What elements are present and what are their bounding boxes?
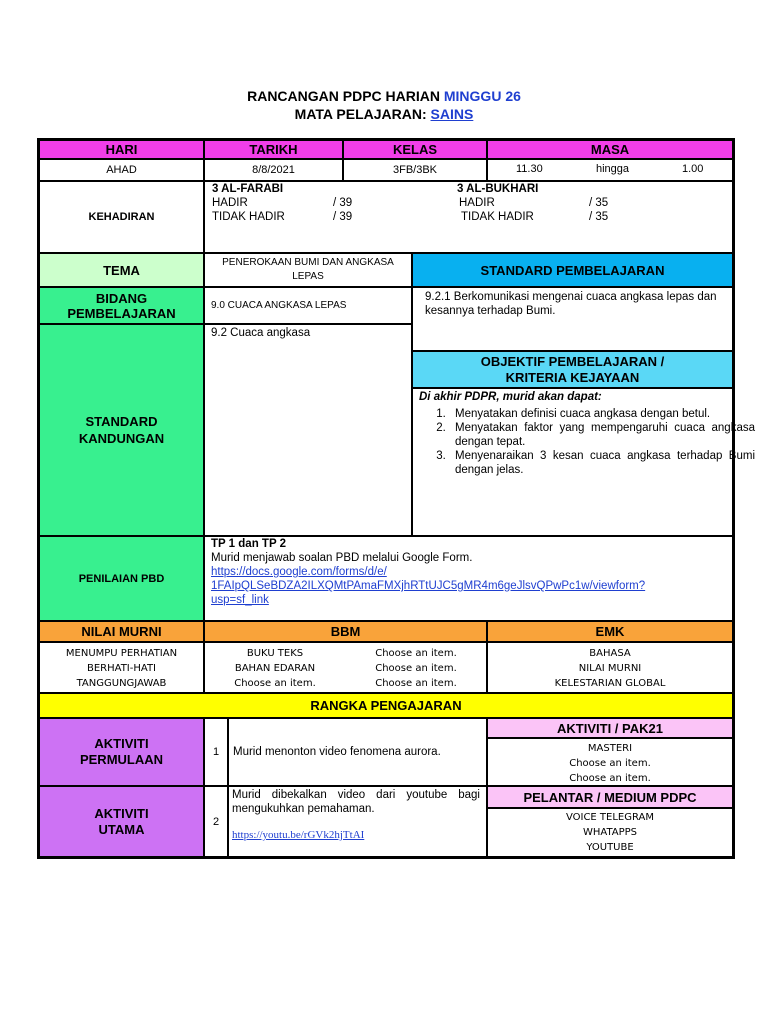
tema-value: PENEROKAAN BUMI DAN ANGKASA LEPAS (204, 253, 412, 287)
subject-label: MATA PELAJARAN: (294, 106, 427, 122)
standard-pembelajaran-value (412, 287, 733, 351)
bbm-item[interactable]: Choose an item. (375, 663, 457, 674)
pak21-item[interactable]: MASTERI (587, 743, 633, 754)
penilaian-content (204, 536, 733, 621)
class2-hadir-total: / 35 (589, 197, 609, 209)
penilaian-link-line1[interactable]: https://docs.google.com/forms/d/e/ (211, 566, 387, 578)
sp-text: 9.2.1 Berkomunikasi mengenai cuaca angkasa lepas dan kesannya terhadap Bumi. (425, 291, 717, 317)
subject-line (0, 106, 768, 122)
permulaan-text: Murid menonton video fenomena aurora. (228, 718, 487, 786)
masa-start: 11.30 (516, 163, 543, 175)
tema-label: TEMA (39, 253, 204, 287)
document-title (0, 88, 768, 104)
aktiviti-pak21-header: AKTIVITI / PAK21 (487, 718, 733, 738)
pak21-item[interactable]: Choose an item. (569, 773, 651, 784)
utama-number: 2 (204, 786, 228, 857)
class2-hadir-label: HADIR (459, 197, 495, 209)
bbm-item[interactable]: BUKU TEKS (246, 648, 304, 659)
bidang-value: 9.0 CUACA ANGKASA LEPAS (204, 287, 412, 324)
permulaan-label: AKTIVITI PERMULAAN (39, 718, 204, 786)
rangka-header: RANGKA PENGAJARAN (39, 693, 733, 718)
class1-tidak-label: TIDAK HADIR (212, 211, 285, 223)
objektif-item: 3. Menyenaraikan 3 kesan cuaca angkasa terhadap Bumi dengan jelas. (449, 449, 755, 477)
penilaian-label: PENILAIAN PBD (39, 536, 204, 621)
nilai-murni-list (39, 642, 204, 693)
nilai-murni-header: NILAI MURNI (39, 621, 204, 642)
masa-separator: hingga (596, 163, 630, 175)
class1-tidak-total: / 39 (333, 211, 353, 223)
class1-name: 3 AL-FARABI (212, 183, 284, 195)
objektif-list (413, 407, 755, 477)
objektif-content (412, 388, 755, 536)
nilai-murni-item: MENUMPU PERHATIAN (65, 648, 178, 659)
penilaian-text: Murid menjawab soalan PBD melalui Google Form. (211, 552, 473, 564)
objektif-item: 2. Menyatakan faktor yang mempengaruhi cuaca angkasa dengan tepat. (449, 421, 755, 449)
bbm-header: BBM (204, 621, 487, 642)
permulaan-number: 1 (204, 718, 228, 786)
youtube-link[interactable]: https://youtu.be/rGVk2hjTtAI (232, 829, 365, 841)
masa-header: MASA (487, 140, 733, 159)
kelas-value: 3FB/3BK (343, 159, 487, 181)
standard-kandungan-label: STANDARD KANDUNGAN (39, 324, 204, 536)
hari-header: HARI (39, 140, 204, 159)
class2-tidak-label: TIDAK HADIR (461, 211, 534, 223)
utama-text: Murid dibekalkan video dari youtube bagi mengukuhkan pemahaman. (232, 789, 480, 815)
kehadiran-label: KEHADIRAN (39, 181, 204, 253)
bbm-item[interactable]: Choose an item. (234, 678, 316, 689)
nilai-murni-item: TANGGUNGJAWAB (76, 678, 167, 689)
pak21-item[interactable]: Choose an item. (569, 758, 651, 769)
masa-end: 1.00 (682, 163, 704, 175)
objektif-intro: Di akhir PDPR, murid akan dapat: (419, 391, 602, 403)
objektif-label: OBJEKTIF PEMBELAJARAN / KRITERIA KEJAYAAN (412, 351, 733, 388)
penilaian-link-line3[interactable]: usp=sf_link (211, 594, 269, 606)
tarikh-header: TARIKH (204, 140, 343, 159)
masa-value (487, 159, 733, 181)
penilaian-link-line2[interactable]: 1FAIpQLSeBDZA2ILXQMtPAmaFMXjhRTtUJC5gMR4m6geJlsvQPwPc1w/viewform? (211, 580, 646, 592)
subject-value: SAINS (430, 106, 474, 122)
kelas-header: KELAS (343, 140, 487, 159)
class1-hadir-label: HADIR (212, 197, 248, 209)
sk-text: 9.2 Cuaca angkasa (211, 327, 311, 339)
class2-tidak-total: / 35 (589, 211, 609, 223)
pelantar-list (487, 808, 733, 857)
emk-item: NILAI MURNI (578, 663, 642, 674)
standard-pembelajaran-label: STANDARD PEMBELAJARAN (412, 253, 733, 287)
title-prefix: RANCANGAN PDPC HARIAN (247, 88, 440, 104)
pelantar-item: VOICE TELEGRAM (565, 812, 655, 823)
class1-hadir-total: / 39 (333, 197, 353, 209)
emk-list (487, 642, 733, 693)
pelantar-item: YOUTUBE (586, 842, 634, 853)
bbm-item[interactable]: Choose an item. (375, 678, 457, 689)
emk-header: EMK (487, 621, 733, 642)
hari-value: AHAD (39, 159, 204, 181)
class2-name: 3 AL-BUKHARI (457, 183, 539, 195)
week-label: MINGGU 26 (443, 88, 521, 104)
bbm-item[interactable]: BAHAN EDARAN (234, 663, 316, 674)
objektif-item: 1. Menyatakan definisi cuaca angkasa dengan betul. (449, 407, 755, 421)
nilai-murni-item: BERHATI-HATI (86, 663, 157, 674)
pelantar-item: WHATAPPS (582, 827, 638, 838)
pelantar-header: PELANTAR / MEDIUM PDPC (487, 786, 733, 808)
standard-kandungan-value (204, 324, 412, 536)
emk-item: BAHASA (589, 648, 631, 659)
bidang-label: BIDANG PEMBELAJARAN (39, 287, 204, 324)
bbm-list (204, 642, 487, 693)
aktiviti-pak21-list (487, 738, 733, 786)
kehadiran-details (204, 181, 733, 253)
tarikh-value: 8/8/2021 (204, 159, 343, 181)
utama-label: AKTIVITI UTAMA (39, 786, 204, 857)
emk-item: KELESTARIAN GLOBAL (554, 678, 666, 689)
penilaian-link[interactable] (211, 565, 645, 607)
utama-content (228, 786, 487, 857)
penilaian-tp: TP 1 dan TP 2 (211, 538, 286, 550)
bbm-item[interactable]: Choose an item. (375, 648, 457, 659)
